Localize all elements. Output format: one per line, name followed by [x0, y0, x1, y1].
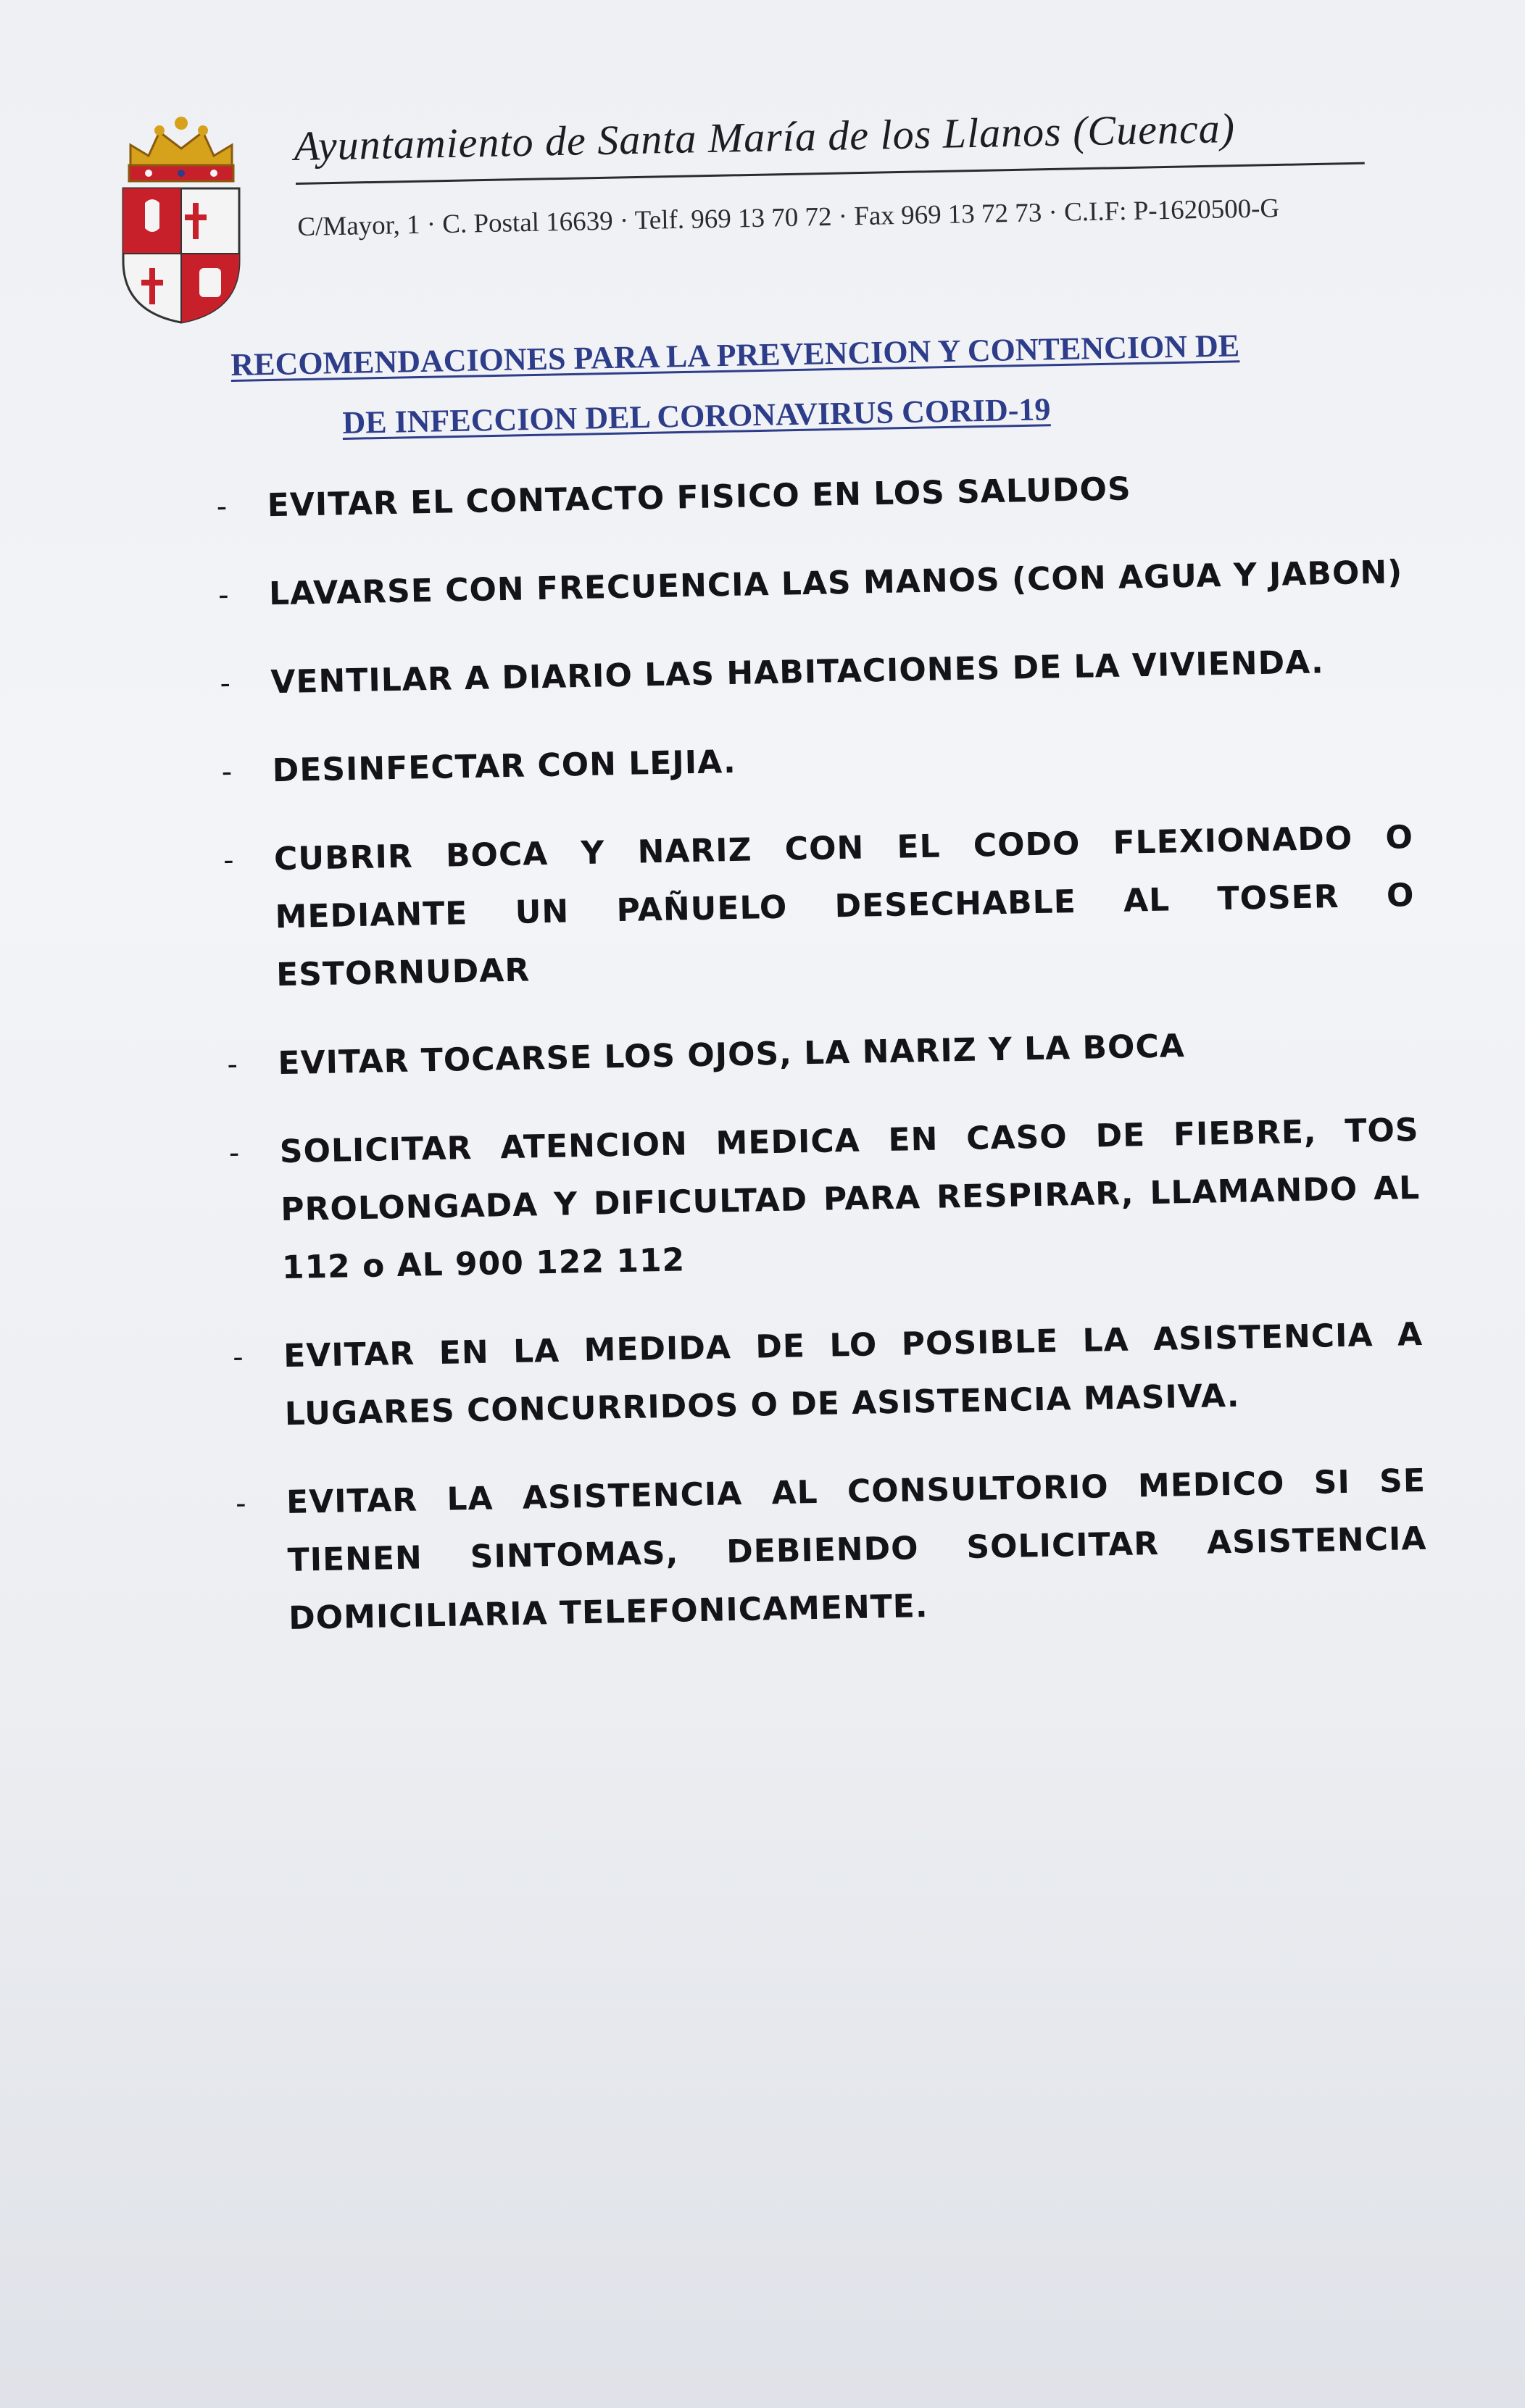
recommendation-text: EVITAR EL CONTACTO FISICO EN LOS SALUDOS [267, 470, 1132, 525]
recommendation-text: LAVARSE CON FRECUENCIA LAS MANOS (CON AGUA Y JABON) [268, 554, 1403, 613]
shield-icon [123, 188, 239, 322]
bullet-dash: - [228, 1136, 241, 1170]
recommendation-text: EVITAR EN LA MEDIDA DE LO POSIBLE LA ASISTENCIA A LUGARES CONCURRIDOS O DE ASISTENCIA MASIVA. [283, 1315, 1424, 1433]
heading-line-2: DE INFECCION DEL CORONAVIRUS CORID-19 [342, 391, 1051, 441]
crown-icon [129, 117, 233, 181]
bullet-dash: - [232, 1341, 245, 1375]
heading-line-1: RECOMENDACIONES PARA LA PREVENCION Y CONTENCION DE [230, 328, 1240, 383]
recommendations-list [203, 455, 1429, 1680]
recommendation-text: EVITAR LA ASISTENCIA AL CONSULTORIO MEDICO SI SE TIENEN SINTOMAS, DEBIENDO SOLICITAR ASISTENCIA DOMICILIARIA TELEFONICAMENTE. [286, 1462, 1427, 1638]
bullet-dash: - [235, 1487, 248, 1521]
recommendation-text: VENTILAR A DIARIO LAS HABITACIONES DE LA VIVIENDA. [270, 643, 1325, 701]
bullet-dash: - [217, 578, 230, 612]
bullet-dash: - [223, 843, 236, 878]
contact-address: C/Mayor, 1 · C. Postal 16639 · Telf. 969 13 70 72 · Fax 969 13 72 73 · C.I.F: P-1620500-G [297, 193, 1280, 242]
bullet-dash: - [216, 490, 228, 524]
list-item [220, 1306, 1425, 1445]
bullet-dash: - [227, 1048, 239, 1082]
list-item [215, 1101, 1421, 1299]
recommendation-text: SOLICITAR ATENCION MEDICA EN CASO DE FIEBRE, TOS PROLONGADA Y DIFICULTAD PARA RESPIRAR, LLAMANDO AL 112 o AL 900 122 112 [279, 1111, 1421, 1287]
list-item [204, 543, 1408, 625]
recommendation-text: EVITAR TOCARSE LOS OJOS, LA NARIZ Y LA BOCA [278, 1028, 1186, 1083]
list-item [203, 455, 1407, 536]
recommendation-text: DESINFECTAR CON LEJIA. [272, 743, 737, 790]
bullet-dash: - [220, 667, 232, 701]
list-item [208, 720, 1412, 801]
recommendation-text: CUBRIR BOCA Y NARIZ CON EL CODO FLEXIONADO O MEDIANTE UN PAÑUELO DESECHABLE AL TOSER O ESTORNUDAR [273, 819, 1415, 994]
list-item [209, 809, 1416, 1006]
list-item [222, 1452, 1428, 1649]
bullet-dash: - [221, 755, 233, 789]
town-hall-title: Ayuntamiento de Santa María de los Llanos (Cuenca) [294, 104, 1236, 170]
list-item [207, 632, 1410, 713]
list-item [214, 1013, 1418, 1094]
coat-of-arms-icon [116, 116, 246, 326]
